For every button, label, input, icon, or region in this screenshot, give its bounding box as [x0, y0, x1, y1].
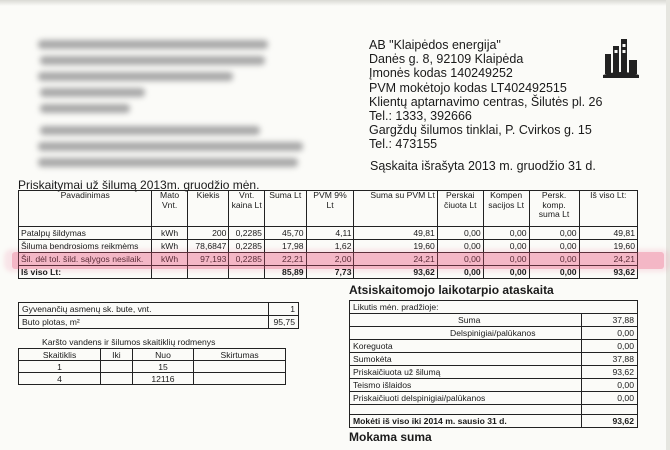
col-header: Suma su PVM Lt — [354, 191, 437, 227]
spacer-cell — [350, 405, 582, 415]
report-row — [350, 327, 638, 340]
col-header: Skirtumas — [194, 349, 286, 361]
pay-title: Mokama suma — [349, 430, 432, 444]
cell-sum-vat: 49,81 — [354, 227, 437, 240]
due-value: 93,62 — [582, 415, 638, 428]
invoice-date: Sąskaita išrašyta 2013 m. gruodžio 31 d. — [370, 159, 596, 173]
col-header: Suma Lt — [264, 191, 306, 227]
scan-edge-right — [666, 0, 670, 450]
col-header: Nuo — [132, 349, 193, 361]
cell-recalc: 0,00 — [437, 253, 483, 266]
table-row — [19, 227, 638, 240]
meter-from: 15 — [132, 361, 193, 373]
cell-sum: 22,21 — [264, 253, 306, 266]
table-row — [19, 361, 286, 373]
cell-total-label: Iš viso Lt: — [19, 266, 152, 279]
penalty-value: 0,00 — [582, 327, 638, 340]
cell-sum-vat: 19,60 — [354, 240, 437, 253]
cell-recalc: 0,00 — [437, 227, 483, 240]
cell-vat: 2,00 — [306, 253, 354, 266]
col-header: Kiekis — [187, 191, 229, 227]
cell-qty: 97,193 — [187, 253, 229, 266]
area-value: 95,75 — [269, 316, 299, 329]
meter-to — [101, 373, 133, 385]
charges-title: Priskaitymai už šilumą 2013m. gruodžio mėn. — [18, 178, 260, 192]
paid-value: 37,88 — [582, 353, 638, 366]
corrected-label: Koreguota — [350, 340, 582, 353]
issuer-phone-main: Tel.: 1333, 392666 — [369, 109, 472, 124]
charged-value: 93,62 — [582, 366, 638, 379]
cell-sum: 17,98 — [264, 240, 306, 253]
cell-sum-vat: 24,21 — [354, 253, 437, 266]
report-row — [350, 392, 638, 405]
issuer-address: Danės g. 8, 92109 Klaipėda — [369, 52, 524, 67]
cell-qty: 200 — [187, 227, 229, 240]
paid-label: Sumokėta — [350, 353, 582, 366]
issuer-service-center: Klientų aptarnavimo centras, Šilutės pl. 26 — [369, 94, 603, 109]
cell-name: Šil. dėl tol. šild. sąlygos nesilaik. — [19, 253, 152, 266]
issuer-branch: Gargždų šilumos tinklai, P. Cvirkos g. 15 — [369, 123, 592, 138]
charges-header-row — [19, 191, 638, 227]
cell-total: 19,60 — [579, 240, 637, 253]
start-balance-label: Likutis mėn. pradžioje: — [350, 301, 638, 314]
col-header: Perskai čiuota Lt — [437, 191, 483, 227]
cell-vat: 7,73 — [306, 266, 354, 279]
cell-recalc-comp: 0,00 — [529, 240, 579, 253]
cell-name: Šiluma bendrosioms reikmėms — [19, 240, 152, 253]
report-row — [350, 379, 638, 392]
cell-recalc: 0,00 — [437, 240, 483, 253]
area-label: Buto plotas, m² — [19, 316, 269, 329]
meters-header-row — [19, 349, 286, 361]
cell-vat: 4,11 — [306, 227, 354, 240]
meter-to — [101, 361, 133, 373]
cell-recalc-comp: 0,00 — [529, 253, 579, 266]
charged-penalty-label: Priskaičiuoti delspinigiai/palūkanos — [350, 392, 582, 405]
court-value: 0,00 — [582, 379, 638, 392]
report-row — [350, 340, 638, 353]
cell-unit: kWh — [152, 240, 187, 253]
cell-comp: 0,00 — [483, 253, 529, 266]
cell-comp: 0,00 — [483, 227, 529, 240]
col-header: Iš viso Lt: — [579, 191, 637, 227]
col-header: Iki — [101, 349, 133, 361]
cell-total: 49,81 — [579, 227, 637, 240]
meters-title: Karšto vandens ir šilumos skaitiklių rodmenys — [42, 337, 216, 347]
company-logo-icon — [603, 36, 639, 78]
issuer-name: AB "Klaipėdos energija" — [369, 38, 501, 52]
report-row — [350, 366, 638, 379]
cell-comp: 0,00 — [483, 240, 529, 253]
charged-penalty-value: 0,00 — [582, 392, 638, 405]
col-header: Kompen sacijos Lt — [483, 191, 529, 227]
report-row — [350, 314, 638, 327]
col-header: Skaitiklis — [19, 349, 101, 361]
cell-unit: kWh — [152, 227, 187, 240]
report-row — [350, 301, 638, 314]
cell-qty: 78,6847 — [187, 240, 229, 253]
due-label: Mokėti iš viso iki 2014 m. sausio 31 d. — [350, 415, 582, 428]
table-row — [19, 240, 638, 253]
cell-sum: 85,89 — [264, 266, 306, 279]
info-row — [19, 303, 299, 316]
col-header: Pavadinimas — [19, 191, 152, 227]
row-highlight-marker — [12, 252, 664, 269]
cell-total: 24,21 — [579, 253, 637, 266]
cell-sum-vat: 93,62 — [354, 266, 437, 279]
col-header: Mato Vnt. — [152, 191, 187, 227]
meters-table — [18, 348, 286, 385]
cell-recalc-comp: 0,00 — [529, 266, 579, 279]
report-row — [350, 353, 638, 366]
report-title: Atsiskaitomojo laikotarpio ataskaita — [349, 283, 554, 297]
report-table — [349, 300, 638, 428]
meter-diff — [194, 361, 286, 373]
residents-label: Gyvenančių asmenų sk. bute, vnt. — [19, 303, 269, 316]
issuer-phone-branch: Tel.: 473155 — [369, 137, 438, 152]
report-spacer-row — [350, 405, 638, 415]
meter-from: 12116 — [132, 373, 193, 385]
col-header: PVM 9% Lt — [306, 191, 354, 227]
scan-edge — [0, 0, 670, 6]
cell-price: 0,2285 — [229, 253, 264, 266]
cell-price: 0,2285 — [229, 240, 264, 253]
issuer-company-code: Įmonės kodas 140249252 — [369, 66, 513, 81]
report-due-row — [350, 415, 638, 428]
apartment-info-table — [18, 302, 299, 329]
table-row — [19, 373, 286, 385]
cell-price: 0,2285 — [229, 227, 264, 240]
court-label: Teismo išlaidos — [350, 379, 582, 392]
cell-comp: 0,00 — [483, 266, 529, 279]
meter-id: 1 — [19, 361, 101, 373]
residents-value: 1 — [269, 303, 299, 316]
cell-recalc-comp: 0,00 — [529, 227, 579, 240]
meter-diff — [194, 373, 286, 385]
col-header: Vnt. kaina Lt — [229, 191, 264, 227]
info-row — [19, 316, 299, 329]
cell-sum: 45,70 — [264, 227, 306, 240]
cell-unit: kWh — [152, 253, 187, 266]
sum-value: 37,88 — [582, 314, 638, 327]
col-header: Persk. komp. suma Lt — [529, 191, 579, 227]
corrected-value: 0,00 — [582, 340, 638, 353]
penalty-label: Delspinigiai/palūkanos — [350, 327, 582, 340]
cell-recalc: 0,00 — [437, 266, 483, 279]
issuer-vat-code: PVM mokėtojo kodas LT402492515 — [369, 80, 567, 95]
cell-vat: 1,62 — [306, 240, 354, 253]
cell-total: 93,62 — [579, 266, 637, 279]
issuer-block — [369, 38, 602, 152]
sum-label: Suma — [350, 314, 582, 327]
cell-name: Patalpų šildymas — [19, 227, 152, 240]
spacer-cell — [582, 405, 638, 415]
meter-id: 4 — [19, 373, 101, 385]
charged-label: Priskaičiuota už šilumą — [350, 366, 582, 379]
